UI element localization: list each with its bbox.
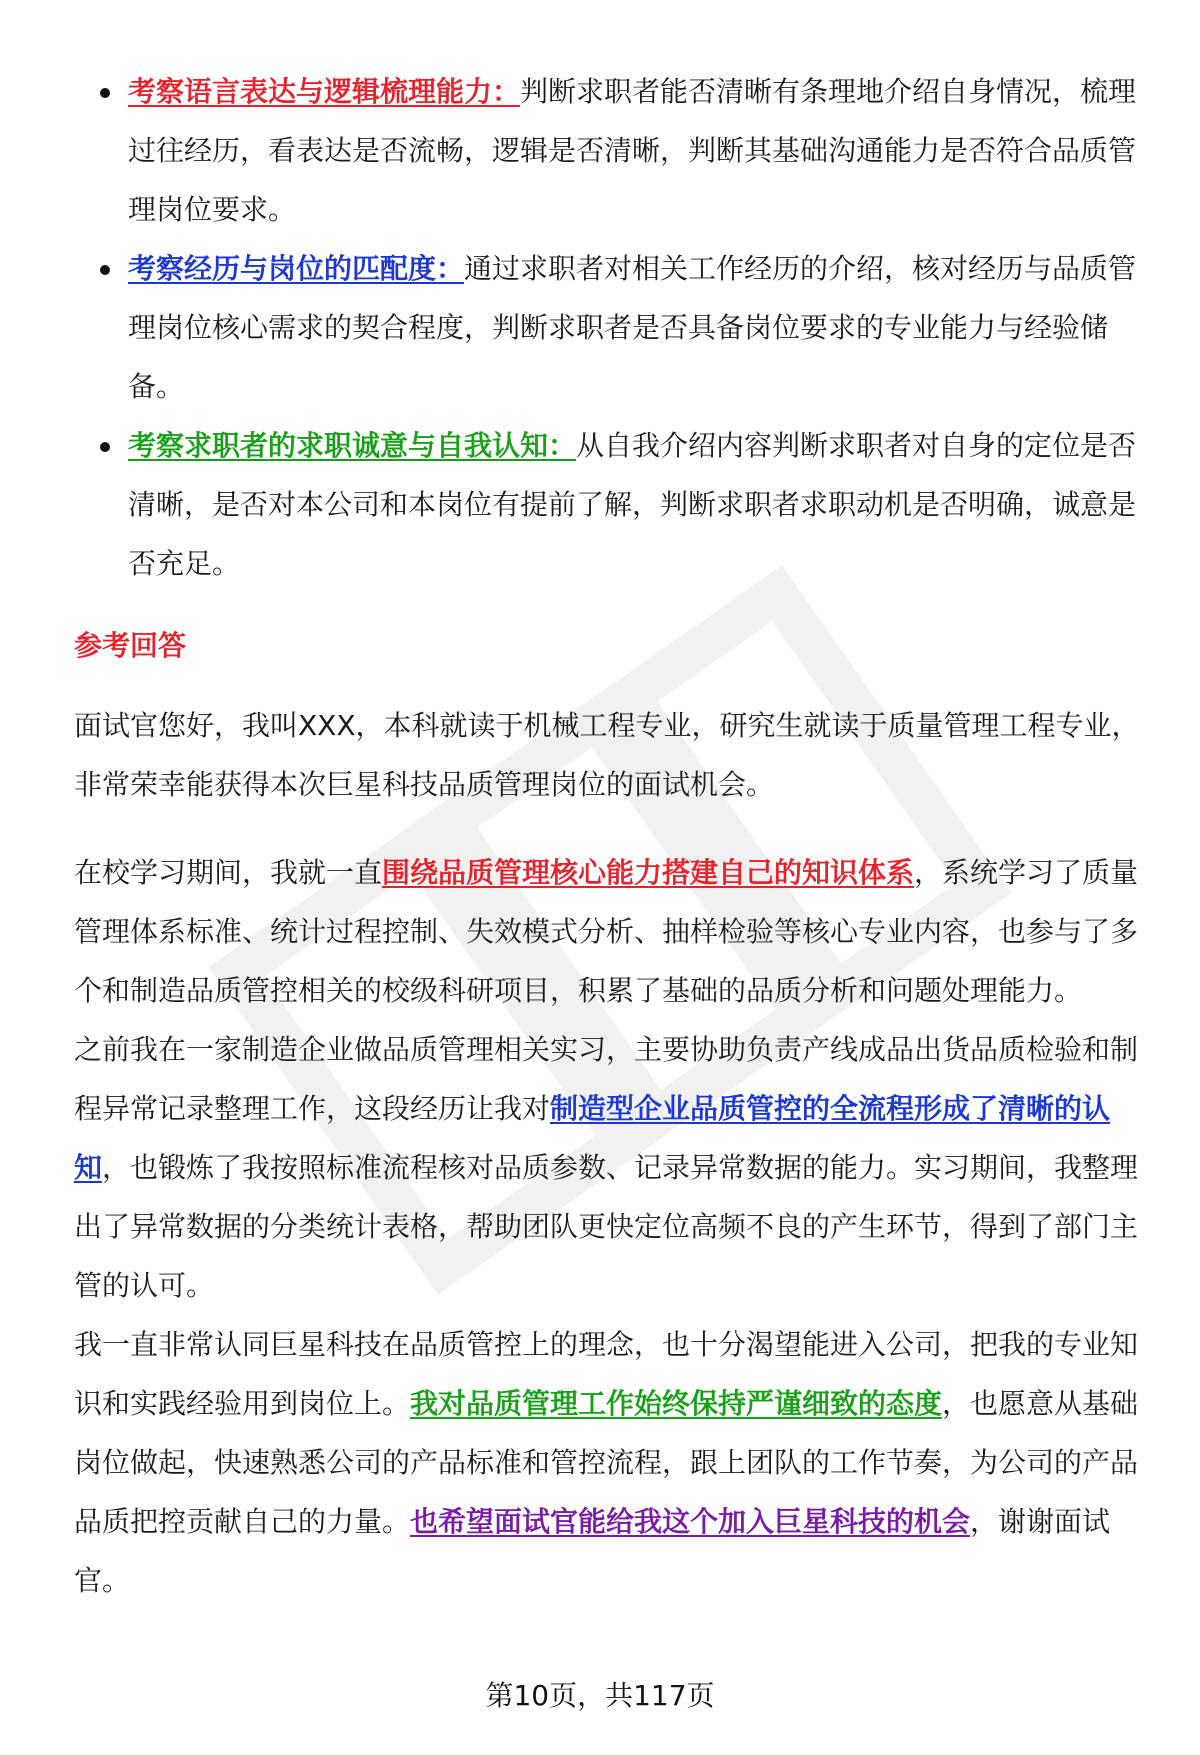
bullet-item-language	[100, 62, 1140, 239]
answer-text: 之前我在一家制造企业做品质管理相关实习，主要协助负责产线成品出货品质检验和制程异常记录整理工作，这段经历让我对	[74, 1033, 1139, 1125]
bullet-text: 从自我介绍内容判断求职者对自身的定位是否清晰，是否对本公司和本岗位有提前了解，判断求职者求职动机是否明确，诚意是否充足。	[128, 429, 1137, 580]
answer-text: 在校学习期间，我就一直	[74, 856, 383, 889]
bullet-item-sincerity	[100, 416, 1140, 593]
reference-answer	[74, 696, 1150, 1610]
evaluation-points-list	[100, 62, 1140, 593]
bullet-dot-icon	[100, 265, 110, 275]
answer-text: 面试官您好，我叫XXX，本科就读于机械工程专业，研究生就读于质量管理工程专业，非常荣幸能获得本次巨星科技品质管理岗位的面试机会。	[74, 709, 1140, 801]
answer-text: ，也锻炼了我按照标准流程核对品质参数、记录异常数据的能力。实习期间，我整理出了异常数据的分类统计表格，帮助团队更快定位高频不良的产生环节，得到了部门主管的认可。	[74, 1151, 1139, 1302]
answer-text: ，也愿意从基础岗位做起，快速熟悉公司的产品标准和管控流程，跟上团队的工作节奏，为公司的产品品质把控贡献自己的力量。	[74, 1387, 1139, 1538]
section-title: 参考回答	[74, 629, 187, 662]
answer-highlight: 围绕品质管理核心能力搭建自己的知识体系	[382, 856, 915, 889]
answer-paragraph-internship	[74, 1020, 1150, 1315]
bullet-item-experience	[100, 239, 1140, 416]
answer-paragraph-study	[74, 843, 1150, 1020]
answer-text: ，谢谢面试官。	[74, 1505, 1111, 1597]
answer-paragraph-closing	[74, 1315, 1150, 1610]
answer-highlight: 制造型企业品质管控的全流程形成了清晰的认知	[74, 1092, 1111, 1184]
bullet-keyword: 考察语言表达与逻辑梳理能力：	[128, 75, 521, 108]
answer-paragraph-intro	[74, 696, 1150, 814]
answer-text: 我一直非常认同巨星科技在品质管控上的理念，也十分渴望能进入公司，把我的专业知识和实践经验用到岗位上。	[74, 1328, 1139, 1420]
bullet-text: 判断求职者能否清晰有条理地介绍自身情况，梳理过往经历，看表达是否流畅，逻辑是否清晰，判断其基础沟通能力是否符合品质管理岗位要求。	[128, 75, 1137, 226]
page-number: 第10页，共117页	[485, 1679, 715, 1712]
bullet-keyword: 考察经历与岗位的匹配度：	[128, 252, 465, 285]
answer-highlight: 也希望面试官能给我这个加入巨星科技的机会	[410, 1505, 971, 1538]
bullet-dot-icon	[100, 88, 110, 98]
answer-text: ，系统学习了质量管理体系标准、统计过程控制、失效模式分析、抽样检验等核心专业内容，也参与了多个和制造品质管控相关的校级科研项目，积累了基础的品质分析和问题处理能力。	[74, 856, 1139, 1007]
bullet-text: 通过求职者对相关工作经历的介绍，核对经历与品质管理岗位核心需求的契合程度，判断求职者是否具备岗位要求的专业能力与经验储备。	[128, 252, 1137, 403]
bullet-keyword: 考察求职者的求职诚意与自我认知：	[128, 429, 577, 462]
answer-highlight: 我对品质管理工作始终保持严谨细致的态度	[410, 1387, 943, 1420]
bullet-dot-icon	[100, 442, 110, 452]
